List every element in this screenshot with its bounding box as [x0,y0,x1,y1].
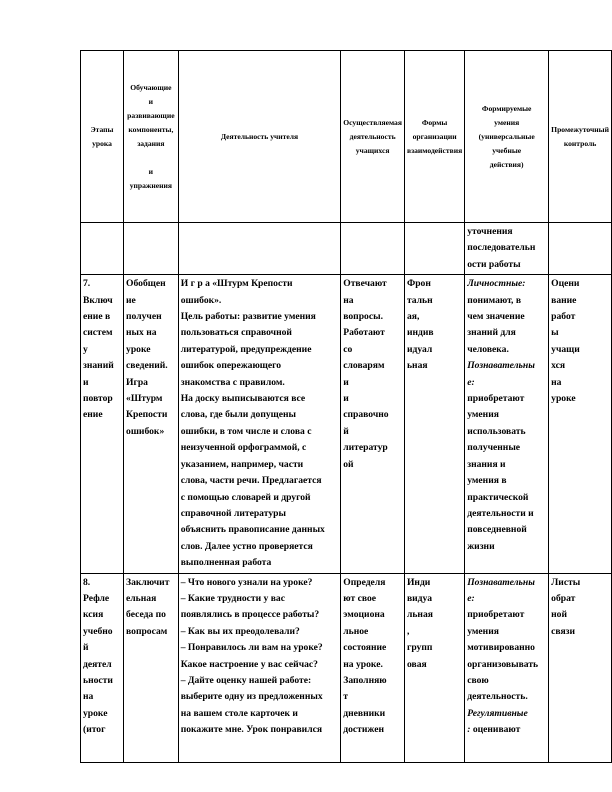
header-skills: Формируемые умения (универсальные учебные действия) [465,51,549,223]
cell-forms: Фрон тальн ая, индив идуал ьная [404,275,464,573]
header-control: Промежуточный контроль [549,51,612,223]
header-forms: Формы организации взаимодействия [404,51,464,223]
cell-empty [404,223,464,275]
cell-empty [549,223,612,275]
cell-skills [465,275,549,573]
skills-label: Личностные: [467,278,526,290]
cell-control: Листы обрат ной связи [549,573,612,762]
skills-text: приобретают умения мотивированно организовывать свою деятельность. [467,609,539,703]
cell-teacher: – Что нового узнали на уроке? – Какие трудности у вас появлялись в процессе работы? – Как вы их преодолевали? – Понравилось ли вам на уроке? Какое настроение у вас сейчас? – Дайте оценку нашей работе: выберите одну из предложенных на вашем столе карточек и покажите мне. Урок понравился [178,573,341,762]
header-row [81,51,612,223]
skills-text: понимают, в чем значение знаний для человека. [467,294,525,355]
header-stage: Этапы урока [81,51,124,223]
cell-teacher: И г р а «Штурм Крепости ошибок». Цель работы: развитие умения пользоваться справочной литературой, предупреждение ошибок опережающего знакомства с правилом. На доску выписываются все слова, где были допущены ошибки, в том числе и слова с неизученной орфограммой, с указанием, например, части слова, части речи. Предлагается с помощью словарей и другой справочной литературы объяснить правописание данных слов. Далее устно проверяется выполненная работа [178,275,341,573]
table-row-7 [81,275,612,573]
cell-components: Обобщен ие получен ных на уроке сведений. Игра «Штурм Крепости ошибок» [124,275,179,573]
cell-stage: 7. Включ ение в систем у знаний и повтор ение [81,275,124,573]
header-students: Осуществляемая деятельность учащихся [341,51,405,223]
table-row-continuation [81,223,612,275]
cell-empty [178,223,341,275]
skills-label: Регулятивные : [467,707,528,736]
cell-components: Заключит ельная беседа по вопросам [124,573,179,762]
cell-students: Определя ют свое эмоциона льное состояние на уроке. Заполняю т дневники достижен [341,573,405,762]
header-components: Обучающие и развивающие компоненты, задания и упражнения [124,51,179,223]
skills-text: оценивают [470,724,521,736]
cell-control: Оцени вание работ ы учащи хся на уроке [549,275,612,573]
cell-students: Отвечают на вопросы. Работают со словарям и и справочно й литератур ой [341,275,405,573]
header-teacher: Деятельность учителя [178,51,341,223]
cell-empty [341,223,405,275]
skills-label: Познавательны е: [467,576,535,604]
cell-skills [465,573,549,762]
table-row-8 [81,573,612,762]
cell-empty [81,223,124,275]
cell-stage: 8. Рефле ксия учебно й деятел ьности на уроке (итог [81,573,124,762]
skills-text: приобретают умения использовать полученные знания и умения в практической деятельности и повседневной жизни [467,393,534,552]
lesson-plan-table [80,50,612,763]
cell-skills: уточнения последовательн ости работы [465,223,549,275]
skills-label: Познавательны е: [467,360,535,388]
cell-forms: Инди видуа льная , групп овая [404,573,464,762]
cell-empty [124,223,179,275]
